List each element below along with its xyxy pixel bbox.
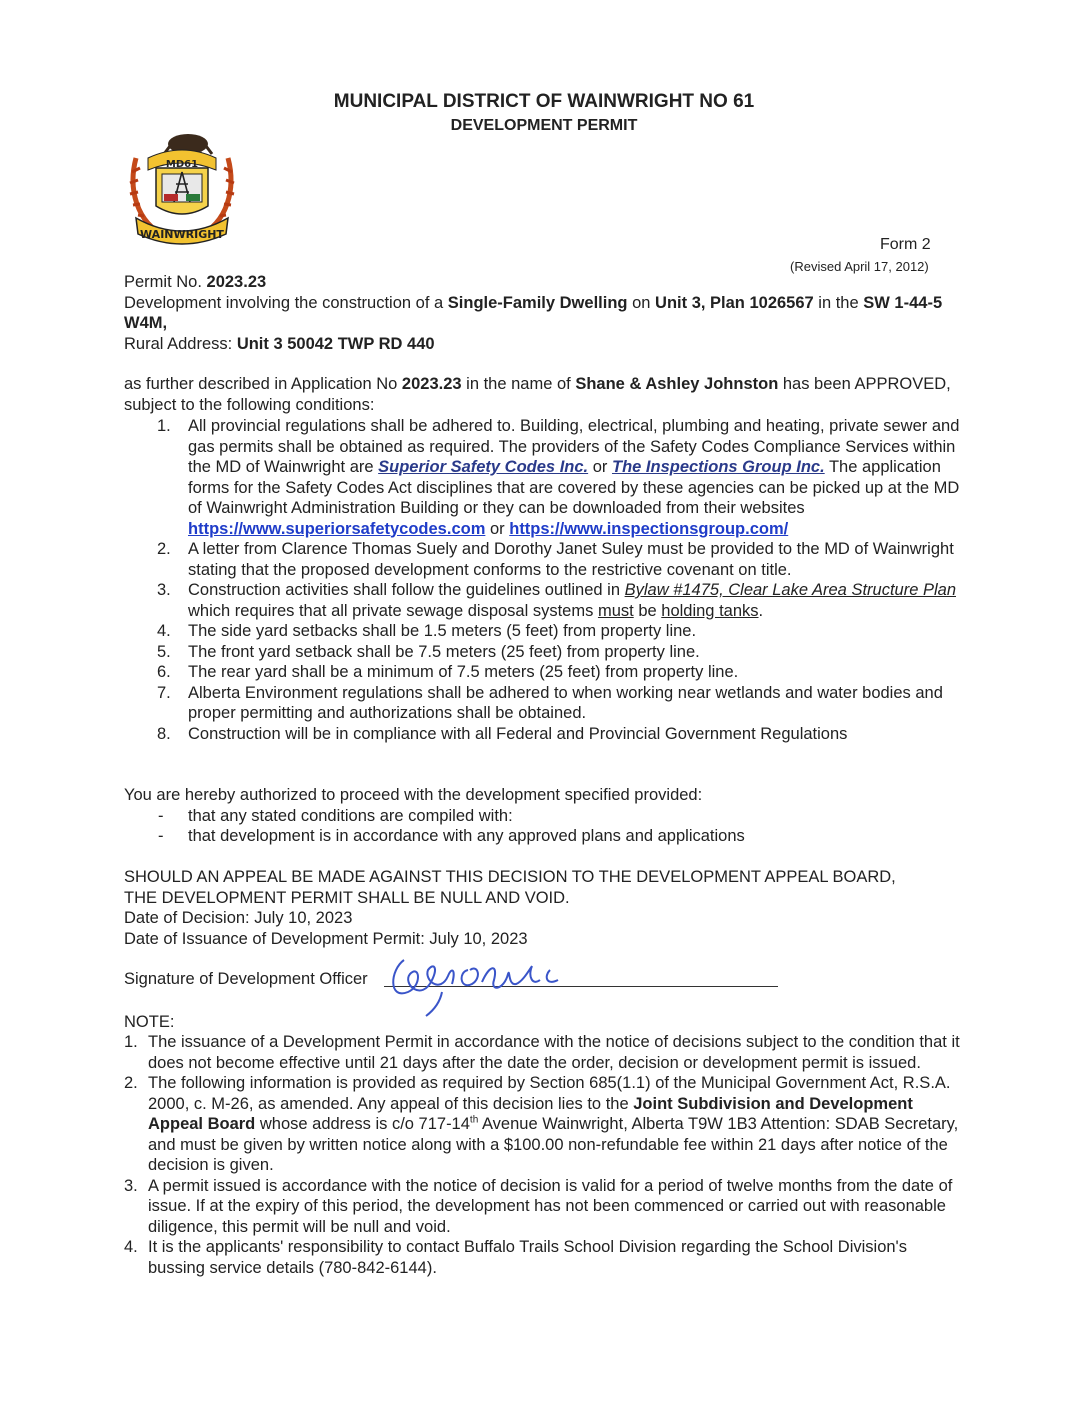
authorization-list	[124, 806, 964, 847]
condition-number: 1.	[157, 417, 171, 435]
notes-heading: NOTE:	[124, 1013, 175, 1031]
note-number: 4.	[124, 1238, 138, 1256]
note-number: 3.	[124, 1176, 138, 1195]
bylaw-reference: Bylaw #1475, Clear Lake Area Structure Plan	[624, 581, 956, 599]
form-number: Form 2	[880, 236, 931, 253]
inspections-group-url[interactable]: https://www.inspectionsgroup.com/	[509, 519, 789, 538]
permit-label: Permit No.	[124, 273, 202, 291]
condition-text: Construction activities shall follow the guidelines outlined in	[188, 581, 620, 599]
condition-number: 5.	[157, 642, 171, 661]
note-item	[124, 1237, 964, 1278]
condition-item	[124, 621, 964, 642]
note-text: Avenue Wainwright, Alberta T9W 1B3 Attention: SDAB Secretary, and must be given by written notice along with a $100.00 non-refundable fee within 21 days after notice of the decision is given.	[148, 1115, 959, 1174]
note-text: It is the applicants' responsibility to contact Buffalo Trails School Division regarding the School Division's bussing service details (780-842-6144).	[148, 1238, 907, 1277]
md-wainwright-logo	[126, 128, 238, 252]
condition-item	[124, 683, 964, 724]
notes-list	[124, 1032, 964, 1278]
superior-safety-codes-link[interactable]: Superior Safety Codes Inc.	[378, 458, 589, 476]
condition-text: Alberta Environment regulations shall be adhered to when working near wetlands and water bodies and proper permitting and authorizations shall be obtained.	[188, 683, 943, 722]
legal-land-description: SW 1-44-5 W4M,	[124, 293, 943, 332]
svg-text:MD61: MD61	[165, 159, 199, 170]
condition-number: 3.	[157, 581, 171, 599]
rural-address-value: Unit 3 50042 TWP RD 440	[236, 334, 435, 353]
condition-text: The application forms for the Safety Codes Act disciplines that are covered by these agencies can be picked up at the MD of Wainwright Administration Building or they can be downloaded from their websites	[188, 458, 960, 517]
permit-details	[124, 272, 964, 354]
condition-text: The rear yard shall be a minimum of 7.5 meters (25 feet) from property line.	[188, 663, 739, 681]
application-in-name: in the name of	[466, 375, 571, 393]
note-number: 2.	[124, 1074, 138, 1092]
condition-item	[124, 662, 964, 683]
permit-number-line	[124, 272, 964, 293]
dwelling-type: Single-Family Dwelling	[447, 293, 628, 312]
note-number: 1.	[124, 1033, 138, 1051]
word-on: on	[632, 293, 651, 312]
condition-number: 8.	[157, 724, 171, 743]
development-description	[124, 293, 964, 334]
note-text: A permit issued is accordance with the notice of decision is valid for a period of twelve months from the date of issue. If at the expiry of this period, the development has not been commenced or carried out with reasonable diligence, this permit will be null and void.	[148, 1176, 953, 1236]
issuance-date: Date of Issuance of Development Permit: July 10, 2023	[124, 930, 528, 948]
development-prefix: Development involving the construction of a	[124, 293, 444, 312]
condition-item	[124, 642, 964, 663]
unit-plan: Unit 3, Plan 1026567	[655, 293, 814, 312]
signature-label: Signature of Development Officer	[124, 970, 368, 988]
word-or: or	[489, 519, 505, 538]
svg-text:WAINWRIGHT: WAINWRIGHT	[140, 228, 224, 241]
condition-text: All provincial regulations shall be adhered to. Building, electrical, plumbing and heating, private sewer and gas permits shall be obtained as required. The providers of the Safety Codes Compliance Services within the MD of Wainwright are	[188, 417, 960, 476]
rural-address-line	[124, 334, 964, 355]
authorization-item: - that development is in accordance with any approved plans and applications	[124, 826, 964, 847]
note-text: whose address is c/o 717-14	[259, 1115, 470, 1133]
condition-number: 7.	[157, 683, 171, 702]
permit-number: 2023.23	[206, 273, 267, 291]
condition-text: A letter from Clarence Thomas Suely and Dorothy Janet Suley must be provided to the MD of Wainwright stating that the proposed development conforms to the restrictive covenant on title.	[188, 540, 954, 579]
condition-text: The side yard setbacks shall be 1.5 meters (5 feet) from property line.	[188, 622, 697, 640]
condition-text: The front yard setback shall be 7.5 meters (25 feet) from property line.	[188, 642, 700, 661]
application-suffix: has been APPROVED, subject to the following conditions:	[124, 375, 951, 414]
decision-date: Date of Decision: July 10, 2023	[124, 909, 353, 927]
condition-number: 2.	[157, 540, 171, 558]
document-subtitle: DEVELOPMENT PERMIT	[450, 117, 638, 134]
application-prefix: as further described in Application No	[124, 375, 398, 393]
appeal-warning: SHOULD AN APPEAL BE MADE AGAINST THIS DECISION TO THE DEVELOPMENT APPEAL BOARD, THE DEVELOPMENT PERMIT SHALL BE NULL AND VOID.	[124, 868, 896, 907]
condition-text: Construction will be in compliance with all Federal and Provincial Government Regulations	[188, 724, 848, 743]
condition-item	[124, 724, 964, 745]
application-number: 2023.23	[401, 375, 462, 393]
note-item	[124, 1032, 964, 1073]
ordinal-suffix: th	[469, 1114, 479, 1126]
form-revision-date: (Revised April 17, 2012)	[790, 259, 929, 274]
word-in-the: in the	[818, 293, 859, 312]
authorization-intro: You are hereby authorized to proceed with the development specified provided:	[124, 786, 703, 804]
authorization-section	[124, 785, 964, 847]
condition-number: 6.	[157, 663, 171, 681]
word-be: be	[638, 601, 657, 620]
superior-safety-codes-url[interactable]: https://www.superiorsafetycodes.com	[188, 519, 486, 538]
note-item	[124, 1073, 964, 1176]
conditions-list	[124, 416, 964, 744]
condition-item	[124, 539, 964, 580]
condition-item	[124, 580, 964, 621]
emphasis-holding-tanks: holding tanks	[661, 601, 759, 620]
condition-text: which requires that all private sewage disposal systems	[188, 601, 594, 620]
emphasis-must: must	[597, 601, 634, 620]
note-text: The following information is provided as required by Section 685(1.1) of the Municipal Government Act, R.S.A. 2000, c. M-26, as amended. Any appeal of this decision lies to the	[148, 1074, 951, 1113]
application-statement	[124, 374, 964, 415]
note-item	[124, 1176, 964, 1238]
appeal-board-name: Joint Subdivision and Development Appeal Board	[148, 1094, 913, 1133]
condition-number: 4.	[157, 622, 171, 640]
word-or: or	[592, 458, 608, 476]
inspections-group-link[interactable]: The Inspections Group Inc.	[611, 458, 825, 476]
applicant-name: Shane & Ashley Johnston	[575, 375, 779, 393]
note-text: The issuance of a Development Permit in accordance with the notice of decisions subject to the condition that it does not become effective until 21 days after the date the order, decision or development permit is issued.	[148, 1033, 960, 1072]
rural-address-label: Rural Address:	[124, 334, 233, 353]
period: .	[758, 601, 764, 620]
condition-item	[124, 416, 964, 539]
document-title: MUNICIPAL DISTRICT OF WAINWRIGHT NO 61	[333, 91, 755, 112]
authorization-item: - that any stated conditions are compiled with:	[124, 806, 964, 827]
officer-signature	[382, 940, 582, 1020]
